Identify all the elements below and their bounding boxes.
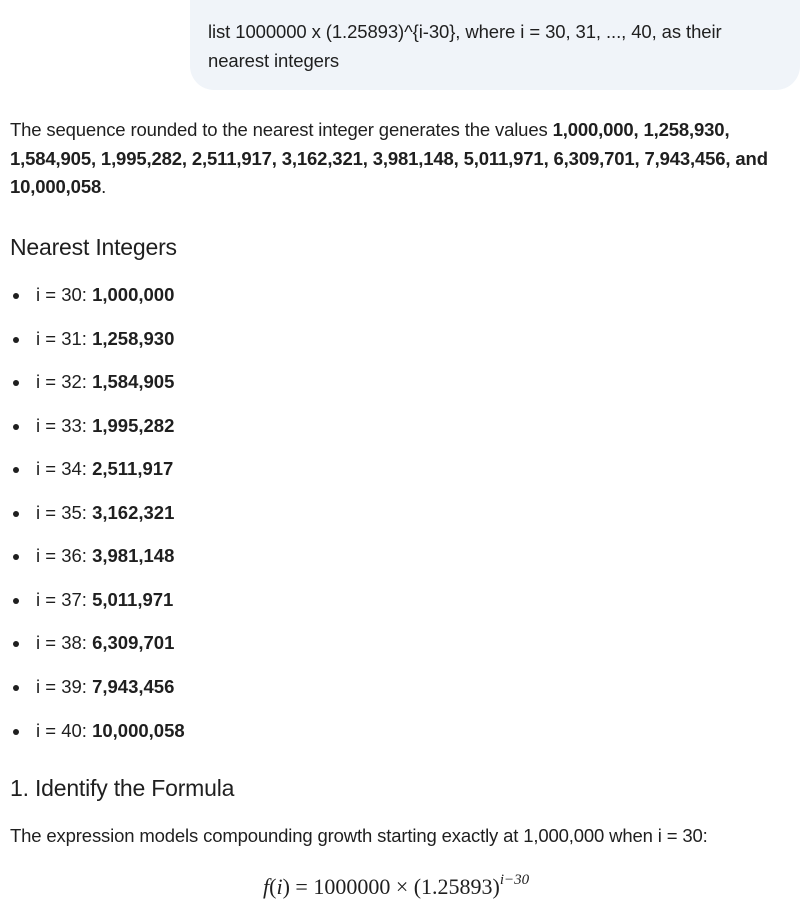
intro-paragraph <box>10 116 795 202</box>
item-value: 10,000,058 <box>92 720 185 741</box>
item-label: i = 34: <box>36 458 93 479</box>
intro-values: 1,000,000, 1,258,930, 1,584,905, 1,995,282, 2,511,917, 3,162,321, 3,981,148, 5,011,971, 6,309,701, 7,943,456, and 10,000,058 <box>10 119 768 197</box>
item-label: i = 33: <box>36 415 93 436</box>
formula-rhs: = 1000000 × (1.25893) <box>289 874 500 899</box>
item-value: 6,309,701 <box>92 632 175 653</box>
bullet-icon <box>13 598 19 604</box>
formula-function: f <box>263 874 270 899</box>
item-label: i = 32: <box>36 371 93 392</box>
user-message-text: list 1000000 x (1.25893)^{i-30}, where i = 30, 31, ..., 40, as their nearest integers <box>208 21 722 71</box>
item-value: 3,162,321 <box>92 502 175 523</box>
bullet-icon <box>13 380 19 386</box>
item-label: i = 40: <box>36 720 93 741</box>
bullet-icon <box>13 511 19 517</box>
bullet-icon <box>13 685 19 691</box>
bullet-icon <box>13 554 19 560</box>
item-value: 2,511,917 <box>92 458 174 479</box>
item-label: i = 31: <box>36 328 93 349</box>
formula-display: $f(i) = 1000000 \times (1.25893)^{i-30}$ <box>263 872 530 899</box>
bullet-icon <box>13 641 19 647</box>
item-value: 1,258,930 <box>92 328 175 349</box>
item-value: 3,981,148 <box>92 545 175 566</box>
item-label: i = 36: <box>36 545 93 566</box>
item-value: 1,584,905 <box>92 371 175 392</box>
section-heading-nearest-integers: Nearest Integers <box>10 234 177 260</box>
item-label: i = 35: <box>36 502 93 523</box>
item-value: 1,995,282 <box>92 415 175 436</box>
bullet-icon <box>13 337 19 343</box>
item-label: i = 39: <box>36 676 93 697</box>
formula-argument: i <box>276 874 283 899</box>
bullet-icon <box>13 729 19 735</box>
item-label: i = 37: <box>36 589 93 610</box>
intro-suffix: . <box>101 176 107 197</box>
item-value: 1,000,000 <box>92 284 175 305</box>
item-label: i = 30: <box>36 284 93 305</box>
bullet-icon <box>13 293 19 299</box>
user-message-bubble <box>190 0 800 90</box>
section-heading-identify-formula: 1. Identify the Formula <box>10 775 235 801</box>
item-label: i = 38: <box>36 632 93 653</box>
item-value: 7,943,456 <box>92 676 175 697</box>
bullet-icon <box>13 467 19 473</box>
formula-exponent: i−30 <box>499 872 530 888</box>
intro-prefix: The sequence rounded to the nearest integer generates the values <box>10 119 553 140</box>
item-value: 5,011,971 <box>92 589 174 610</box>
response-intro <box>10 116 795 202</box>
bullet-icon <box>13 424 19 430</box>
formula-description: The expression models compounding growth starting exactly at 1,000,000 when i = 30: <box>10 825 708 846</box>
